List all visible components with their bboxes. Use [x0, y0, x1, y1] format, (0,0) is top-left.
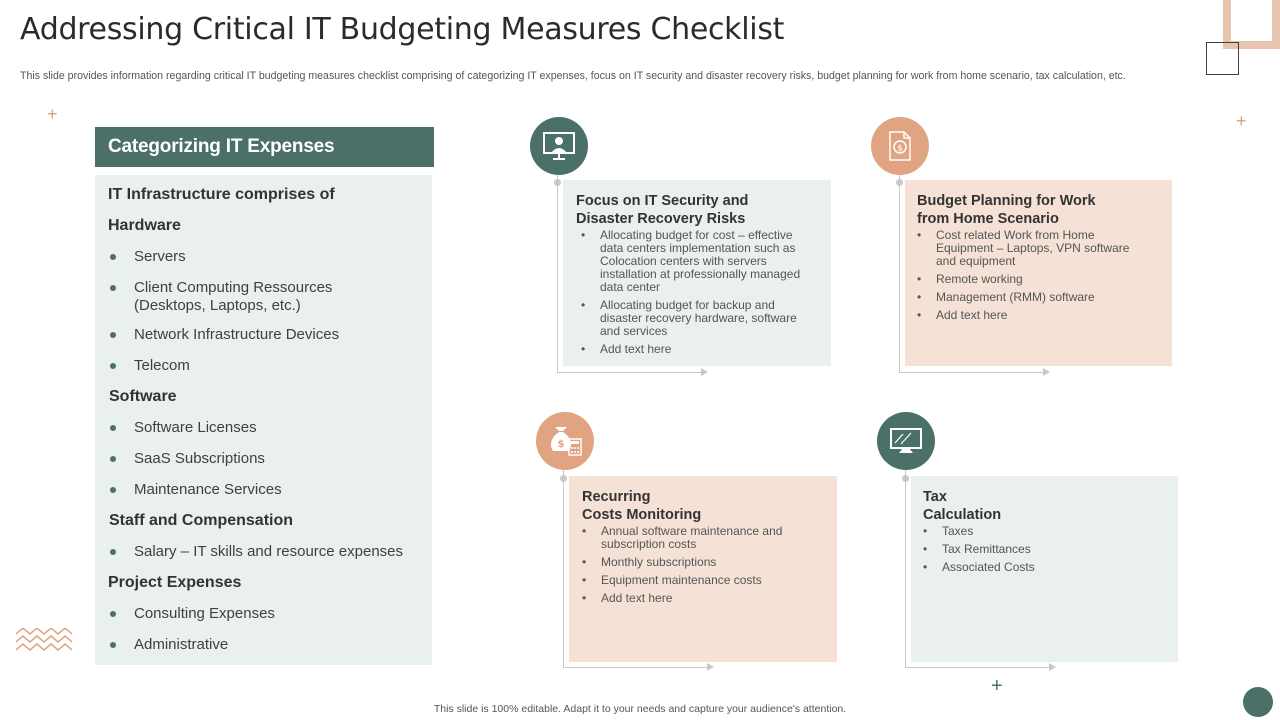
card-title: Tax Calculation — [923, 489, 1002, 523]
connector-dot — [902, 475, 909, 482]
connector-dot — [896, 179, 903, 186]
connector-line — [899, 372, 1044, 373]
list-item: Servers — [134, 248, 471, 266]
list-item: Administrative — [134, 636, 471, 654]
categorizing-panel — [95, 175, 432, 665]
connector-line — [905, 470, 906, 667]
arrow-icon — [701, 368, 708, 376]
list-item: • Annual software maintenance and subscription costs — [601, 525, 782, 551]
list-item: Maintenance Services — [134, 481, 471, 499]
svg-text:$: $ — [557, 439, 565, 450]
plus-decoration-icon: + — [991, 675, 1003, 697]
list-item: • Management (RMM) software — [936, 291, 1095, 304]
dollar-document-icon-circle — [871, 117, 929, 175]
svg-text:$: $ — [897, 144, 903, 154]
list-item: Consulting Expenses — [134, 605, 471, 623]
list-item: • Remote working — [936, 273, 1023, 286]
page-subtitle: This slide provides information regarding critical IT budgeting measures checklist comprising of categorizing IT expenses, focus on IT security and disaster recovery risks, budget planning for work from home scenario, tax calculation, etc. — [20, 70, 1126, 82]
zigzag-decoration-icon — [16, 628, 72, 656]
connector-line — [557, 372, 702, 373]
list-item: • Cost related Work from Home Equipment – Laptops, VPN software and equipment — [936, 229, 1129, 268]
connector-line — [563, 667, 708, 668]
list-item: Salary – IT skills and resource expenses — [134, 543, 471, 561]
list-item: • Add text here — [601, 592, 672, 605]
card-title: Budget Planning for Work from Home Scenario — [917, 193, 1096, 227]
intro-text: IT Infrastructure comprises of — [108, 186, 335, 203]
list-item: Client Computing Ressources (Desktops, Laptops, etc.) — [134, 279, 471, 315]
monitor-icon — [889, 426, 923, 456]
page-title: Addressing Critical IT Budgeting Measures Checklist — [20, 12, 785, 47]
connector-dot — [560, 475, 567, 482]
card-recurring-costs — [569, 476, 837, 662]
arrow-icon — [1043, 368, 1050, 376]
plus-decoration-icon: + — [47, 104, 58, 124]
connector-line — [905, 667, 1050, 668]
arrow-icon — [707, 663, 714, 671]
dollar-document-icon — [886, 130, 914, 162]
section-heading: Project Expenses — [108, 574, 242, 591]
arrow-icon — [1049, 663, 1056, 671]
categorizing-header: Categorizing IT Expenses — [95, 127, 434, 167]
list-item: • Tax Remittances — [942, 543, 1031, 556]
card-it-security — [563, 180, 831, 366]
list-item: Network Infrastructure Devices — [134, 326, 471, 344]
list-item: • Monthly subscriptions — [601, 556, 716, 569]
card-title: Recurring Costs Monitoring — [582, 489, 702, 523]
connector-dot — [554, 179, 561, 186]
list-item: SaaS Subscriptions — [134, 450, 471, 468]
section-heading: Software — [109, 388, 177, 405]
list-item: • Allocating budget for cost – effective data centers implementation such as Colocation centers with servers installation at professionally managed data center — [600, 229, 800, 294]
presentation-icon — [542, 131, 576, 161]
list-item: • Equipment maintenance costs — [601, 574, 762, 587]
list-item: • Add text here — [600, 343, 671, 356]
card-budget-planning — [905, 180, 1172, 366]
presentation-icon-circle — [530, 117, 588, 175]
card-tax-calculation — [911, 476, 1178, 662]
list-item: • Associated Costs — [942, 561, 1035, 574]
list-item: • Add text here — [936, 309, 1007, 322]
card-title: Focus on IT Security and Disaster Recovery Risks — [576, 193, 749, 227]
list-item: • Allocating budget for backup and disaster recovery hardware, software and services — [600, 299, 797, 338]
connector-line — [899, 175, 900, 372]
money-bag-calculator-icon — [547, 425, 583, 457]
list-item: • Taxes — [942, 525, 973, 538]
list-item: Telecom — [134, 357, 471, 375]
list-item: Software Licenses — [134, 419, 471, 437]
connector-line — [563, 470, 564, 667]
plus-decoration-icon: + — [1236, 111, 1247, 131]
section-heading: Hardware — [108, 217, 181, 234]
decorative-square-small — [1206, 42, 1239, 75]
money-bag-calculator-icon-circle — [536, 412, 594, 470]
connector-line — [557, 175, 558, 372]
section-heading: Staff and Compensation — [109, 512, 294, 529]
footer-note: This slide is 100% editable. Adapt it to your needs and capture your audience's attention. — [433, 703, 847, 715]
monitor-icon-circle — [877, 412, 935, 470]
